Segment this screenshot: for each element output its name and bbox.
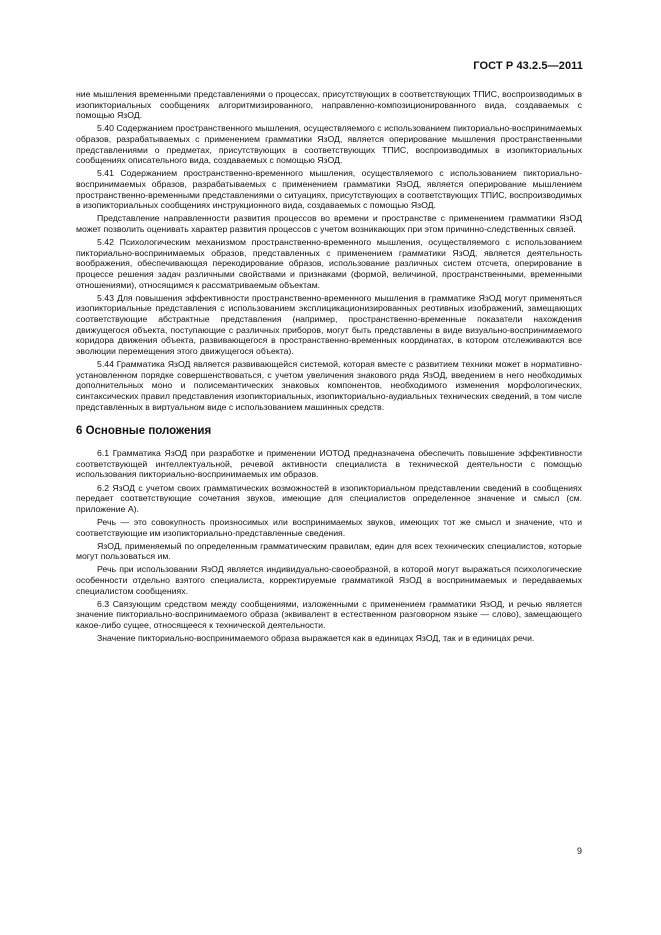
paragraph: Речь при использовании ЯзОД является индивидуально-своеобразной, в которой могут выражаться психологические особенности отдельно взятого специалиста, корректируемые грамматикой ЯзОД в воспринимаемых и передаваемых специалистом сообщениях. [76,564,582,596]
section-heading: 6 Основные положения [76,425,212,438]
paragraph: Значение пикториально-воспринимаемого образа выражается как в единицах ЯзОД, так и в единицах речи. [97,633,535,644]
clause-5-43: 5.43 Для повышения эффективности пространственно-временного мышления в грамматике ЯзОД могут применяться изопикториальные представления с использованием эксплицикационизированных реотивных изображений, замещающих соответствующие абстрактные представления (например, пространственно-временные показатели нахождения движущегося объекта, поступающие с различных приборов, могут быть представлены в виде визуально-воспринимаемого коридора движения объекта, развивающегося в пространственно-временных координатах, в котором отслеживаются все эволюции перемещения этого движущегося объекта). [76,292,582,356]
standard-header: ГОСТ Р 43.2.5—2011 [473,60,583,72]
paragraph-continuation: ние мышления временными представлениями о процессах, присутствующих в соответствующих ТПИС, воспроизводимых в изопикториальных сообщениях алгоритмизированного, направленно-композиционированного вида, создаваемых с помощью ЯзОД. [76,89,582,121]
clause-6-3: 6.3 Связующим средством между сообщениями, изложенными с применением грамматики ЯзОД, и речью является значение пикториально-воспринимаемого образа (эквивалент в естественном разговорном языке — слово), замещающего какое-либо сущее, относящееся к технической деятельности. [76,598,582,630]
clause-5-41: 5.41 Содержанием пространственно-временного мышления, осуществляемого с использованием пикториально-воспринимаемых образов, разрабатываемых с применением грамматики ЯзОД, является оперирование мышлением пространственно-временными представлениями о ситуациях, присутствующих в соответствующих ТПИС, воспроизводимых в изопикториальных сообщениях инструкционного вида, создаваемых с помощью ЯзОД. [76,168,582,211]
paragraph: ЯзОД, применяемый по определенным грамматическим правилам, един для всех технических специалистов, которые могут пользоваться им. [76,540,582,562]
clause-6-1: 6.1 Грамматика ЯзОД при разработке и применении ИОТОД предназначена обеспечить повышение эффективности соответствующей интеллектуальной, речевой активности специалиста в технической деятельности с помощью использования пикториально-воспринимаемых им образов. [76,448,582,480]
page-number: 9 [576,846,582,856]
paragraph: Речь — это совокупность произносимых или воспринимаемых звуков, имеющих тот же смысл и значение, что и соответствующие им изопикториально-представленные сведения. [76,516,582,538]
body-text [76,89,582,646]
clause-5-40: 5.40 Содержанием пространственного мышления, осуществляемого с использованием пикториально-воспринимаемых образов, разрабатываемых с применением грамматики ЯзОД, является оперирование мышления пространственными представлениями о предметах, присутствующих в соответствующих ТПИС, воспроизводимых в изопикториальных сообщениях описательного вида, создаваемых с помощью ЯзОД. [76,123,582,166]
paragraph: Представление направленности развития процессов во времени и пространстве с применением грамматики ЯзОД может позволить оценивать характер развития процессов с учетом возникающих при этом причинно-следственных связей. [76,213,582,234]
clause-5-44: 5.44 Грамматика ЯзОД является развивающейся системой, которая вместе с развитием техники может в нормативно-установленном порядке совершенствоваться, с учетом увеличения знакового ряда ЯзОД, введением в него необходимых дополнительных моно и полисемантических знаковых компонентов, необходимого изменения морфологических, синтаксических правил представления изопикториальных, изопикториально-аудиальных технических сведений, в том числе представленных в виртуальном виде с использованием машинных средств. [76,359,582,412]
clause-6-2: 6.2 ЯзОД с учетом своих грамматических возможностей в изопикториальном представлении сведений в сообщениях передает соответствующие сочетания звуков, имеющие для специалистов определенное значение и смысл (см. приложение А). [76,482,582,514]
clause-5-42: 5.42 Психологическим механизмом пространственно-временного мышления, осуществляемого с использованием пикториально-воспринимаемых образов, представленных с применением грамматики ЯзОД, является деятельность воображения, обеспечивающая перекодирование образов, использование различных систем отсчета, оперирование в процессе решения задач различными свойствами и признаками (формой, величиной, пространственными, временными отношениями), относящимся к рассматриваемым объектам. [76,237,582,290]
